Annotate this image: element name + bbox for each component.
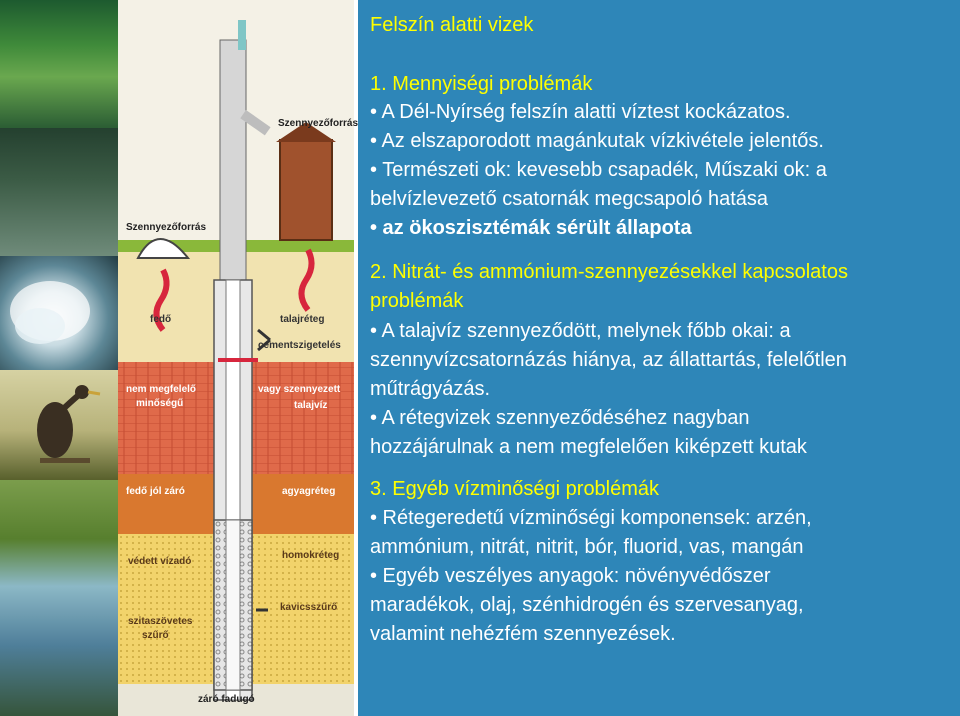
section1-line: • Természeti ok: kevesebb csapadék, Műszaki ok: a bbox=[370, 159, 827, 181]
label-source-left: Szennyezőforrás bbox=[126, 222, 207, 233]
section2-heading-cont: problémák bbox=[370, 290, 464, 312]
section1-line: • Az elszaporodott magánkutak vízkivétele jelentős. bbox=[370, 130, 824, 152]
well-diagram bbox=[118, 0, 358, 716]
section3-heading: 3. Egyéb vízminőségi problémák bbox=[370, 478, 660, 500]
label-screened-filter-2: szűrő bbox=[142, 630, 169, 641]
photo-pond bbox=[0, 128, 118, 256]
label-polluted-2: talajvíz bbox=[294, 400, 328, 411]
label-screened-filter-1: szitaszövetes bbox=[128, 616, 193, 627]
section1-line: • A Dél-Nyírség felszín alatti víztest kockázatos. bbox=[370, 101, 791, 123]
bird-image bbox=[0, 370, 118, 480]
label-bottom-plug: záró fadugó bbox=[198, 694, 255, 705]
section2-line: műtrágyázás. bbox=[370, 378, 491, 400]
section3-line: ammónium, nitrát, nitrit, bór, fluorid, vas, mangán bbox=[370, 536, 804, 558]
section1-line: belvízlevezető csatornák megcsapoló hatása bbox=[370, 188, 769, 210]
label-improper-quality-2: minőségű bbox=[136, 398, 184, 409]
slide-title: Felszín alatti vizek bbox=[370, 14, 534, 36]
section2-line: • A rétegvizek szennyeződéséhez nagyban bbox=[370, 407, 750, 429]
label-sand-layer: homokréteg bbox=[282, 550, 340, 561]
water-splash-image bbox=[0, 256, 118, 370]
section3-line: maradékok, olaj, szénhidrogén és szervesanyag, bbox=[370, 594, 804, 616]
section1-heading: 1. Mennyiségi problémák bbox=[370, 73, 593, 95]
label-improper-quality-1: nem megfelelő bbox=[126, 384, 197, 395]
label-cement-insulation: cementszigetelés bbox=[258, 340, 341, 351]
label-polluted-1: vagy szennyezett bbox=[258, 384, 341, 395]
photo-water-outflow bbox=[0, 256, 118, 370]
section3-line: valamint nehézfém szennyezések. bbox=[370, 623, 676, 645]
photo-strip bbox=[0, 0, 118, 716]
section3-line: • Egyéb veszélyes anyagok: növényvédőszer bbox=[370, 565, 771, 587]
label-groundwater-layer: talajréteg bbox=[280, 314, 325, 325]
section2-heading: 2. Nitrát- és ammónium-szennyezésekkel kapcsolatos bbox=[370, 261, 848, 283]
section3-line: • Rétegeredetű vízminőségi komponensek: arzén, bbox=[370, 507, 812, 529]
photo-reeds bbox=[0, 0, 118, 128]
section2-line: hozzájárulnak a nem megfelelően kiképzett kutak bbox=[370, 436, 807, 458]
label-protected-water: védett vízadó bbox=[128, 556, 192, 567]
section2-line: szennyvízcsatornázás hiánya, az állattartás, felelőtlen bbox=[370, 349, 847, 371]
section2-line: • A talajvíz szennyeződött, melynek főbb okai: a bbox=[370, 320, 791, 342]
photo-river-landscape bbox=[0, 480, 118, 716]
label-cover: fedő bbox=[150, 314, 172, 325]
label-source-top: Szennyezőforrás bbox=[278, 118, 358, 129]
section1-line-bold: • az ökoszisztémák sérült állapota bbox=[370, 217, 692, 239]
label-gravel-filter: kavicsszűrő bbox=[280, 602, 338, 613]
label-good-seal: fedő jól záró bbox=[126, 486, 185, 497]
label-clay-layer: agyagréteg bbox=[282, 486, 336, 497]
photo-cormorant bbox=[0, 370, 118, 480]
